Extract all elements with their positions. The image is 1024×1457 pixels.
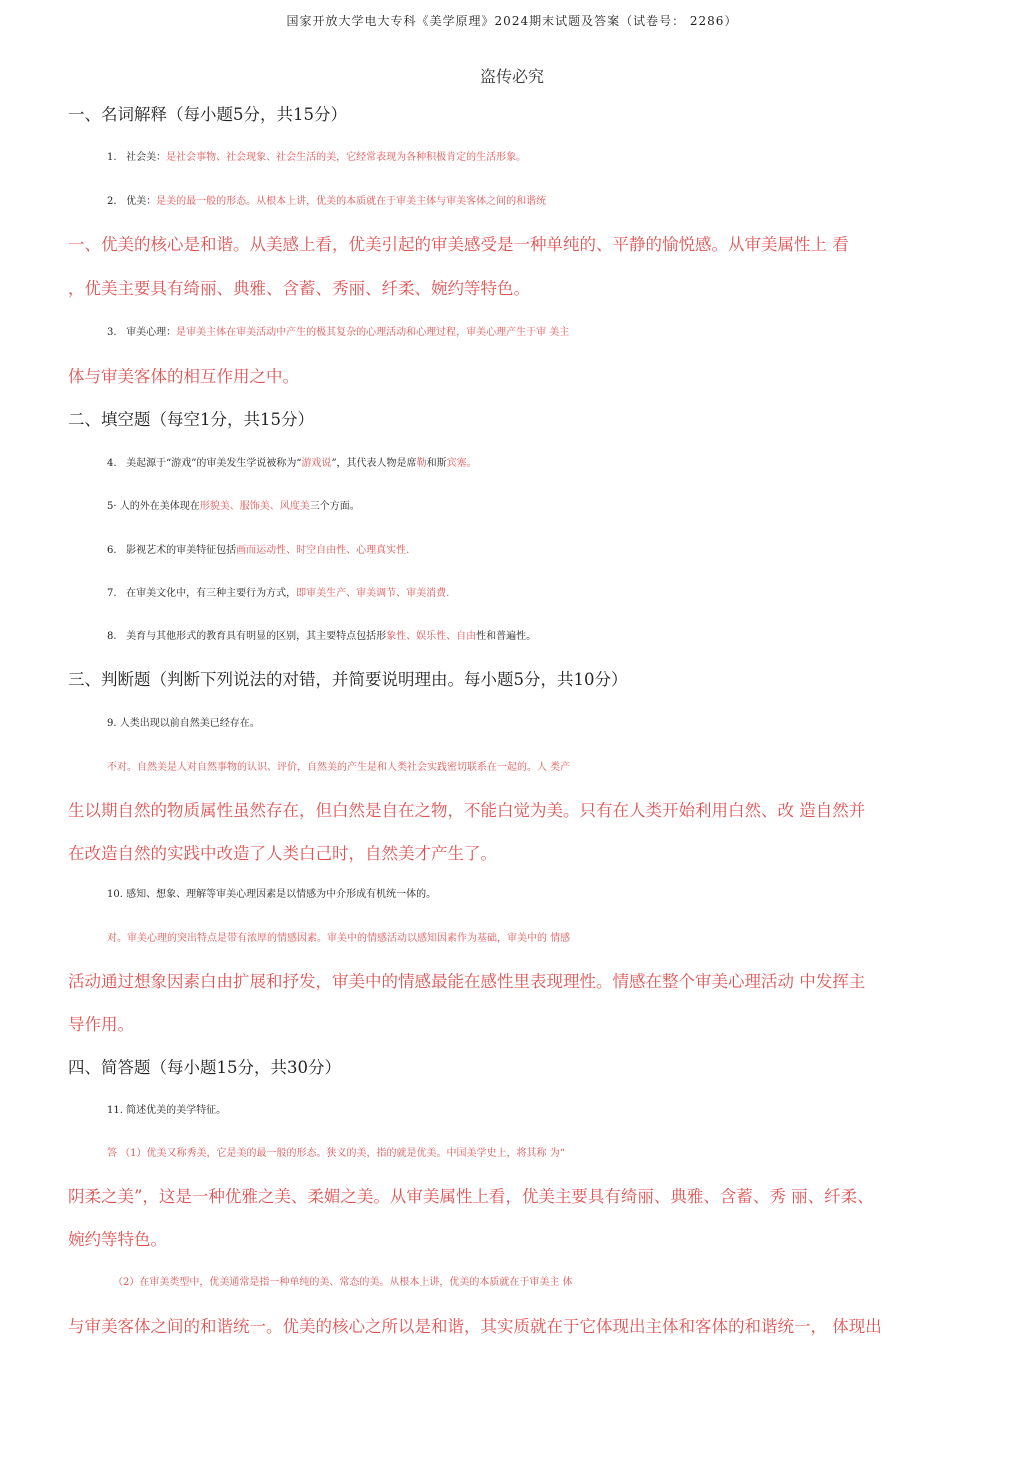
answer-text-line: 导作用。 <box>68 1015 134 1034</box>
answer-text-line: （2）在审美类型中，优美通常是指一种单纯的美、常态的美。从根本上讲，优美的本质就在于审美主 体 <box>113 1277 573 1288</box>
question-text: 美起源于“游戏”的审美发生学说被称为“ <box>126 458 302 469</box>
question-number: 8. <box>107 631 117 642</box>
section-3-heading: 三、判断题（判断下列说法的对错，并简要说明理由。每小题5分，共10分） <box>68 670 628 689</box>
answer-blank: 形貌美、服饰美、风度美 <box>199 501 310 512</box>
question-10: 10. 感知、想象、理解等审美心理因素是以情感为中介形成有机统一体的。 <box>107 889 437 900</box>
section-4-heading: 四、简答题（每小题15分，共30分） <box>68 1058 341 1077</box>
answer-blank: 画而运动性、时空自由性、心理真实性. <box>236 545 410 556</box>
question-8 <box>107 624 999 650</box>
answer-text-line: 在改造自然的实践中改造了人类白己时，自然美才产生了。 <box>68 844 497 863</box>
question-text: 三个方面。 <box>309 501 360 512</box>
answer-blank: 游戏说 <box>301 458 332 469</box>
section-1-heading: 一、名词解释（每小题5分，共15分） <box>68 105 347 124</box>
answer-text-line: 答 （1）优美又称秀美，它是美的最一般的形态。狭义的美，指的就是优美。中国美学史上，将其称 为“ <box>107 1148 565 1159</box>
document-subtitle: 盗传必究 <box>479 67 544 86</box>
answer-text-line: 一、优美的核心是和谐。从美感上看，优美引起的审美感受是一种单纯的、平静的愉悦感。从审美属性上 看 <box>68 235 849 254</box>
question-number: 5· <box>107 501 117 512</box>
answer-text: 是审美主体在审美活动中产生的极其复杂的心理活动和心理过程，审美心理产生于审 美主 <box>176 327 570 338</box>
answer-text-line: 活动通过想象因素白由扩展和抒发，审美中的情感最能在感性里表现理性。情感在整个审美心理活动 中发挥主 <box>68 972 866 991</box>
document-title: 国家开放大学电大专科《美学原理》2024期末试题及答案（试卷号： 2286） <box>286 14 738 28</box>
answer-text: 是美的最一般的形态。从根本上讲，优美的本质就在于审美主体与审美客体之间的和谐统 <box>156 196 547 207</box>
answer-text-line: 与审美客体之间的和谐统一。优美的核心之所以是和谐，其实质就在于它体现出主体和客体的和谐统一， 体现出 <box>68 1317 882 1336</box>
answer-text: 是社会事物、社会现象、社会生活的美，它经常表现为各种积极肯定的生活形象。 <box>166 152 527 163</box>
question-number: 3. <box>107 327 117 338</box>
question-text: 在审美文化中，有三种主要行为方式， <box>126 588 297 599</box>
question-term: 审美心理： <box>126 327 177 338</box>
question-number: 2. <box>107 196 117 207</box>
answer-blank: 象性、娱乐性、自由 <box>386 631 477 642</box>
answer-blank: 即审美生产、审美调节、审美消费. <box>296 588 450 599</box>
question-text: 影视艺术的审美特征包括 <box>126 545 237 556</box>
answer-text-line: 阴柔之美”，这是一种优雅之美、柔媚之美。从审美属性上看，优美主要具有绮丽、典雅、含蓄、秀 丽、纤柔、 <box>68 1187 874 1206</box>
question-1 <box>107 145 999 171</box>
answer-text-line: 生以期自然的物质属性虽然存在，但白然是自在之物，不能白觉为美。只有在人类开始利用白然、改 造自然并 <box>68 801 866 820</box>
question-2 <box>107 189 999 215</box>
answer-text-line: 对。审美心理的突出特点是带有浓厚的情感因素。审美中的情感活动以感知因素作为基础，审美中的 情感 <box>107 933 571 944</box>
question-6 <box>107 538 999 564</box>
answer-blank: 勒 <box>416 458 427 469</box>
question-text: 性和普遍性。 <box>476 631 537 642</box>
question-3 <box>107 320 999 346</box>
answer-text-line: 婉约等特色。 <box>68 1230 167 1249</box>
question-number: 7. <box>107 588 117 599</box>
answer-text-line: 体与审美客体的相互作用之中。 <box>68 367 299 386</box>
answer-text-line: 不对。自然美是人对自然事物的认识、评价，自然美的产生是和人类社会实践密切联系在一起的。人 类产 <box>107 762 571 773</box>
answer-text-line: ，优美主要具有绮丽、典雅、含蓄、秀丽、纤柔、婉约等特色。 <box>68 279 530 298</box>
question-number: 1. <box>107 152 117 163</box>
question-4 <box>107 451 999 477</box>
question-term: 社会美： <box>126 152 167 163</box>
answer-blank: 宾塞 <box>446 458 467 469</box>
question-7 <box>107 581 999 607</box>
question-text: 。 <box>466 458 477 469</box>
question-term: 优美： <box>126 196 157 207</box>
question-number: 6. <box>107 545 117 556</box>
question-text: ”，其代表人物是席 <box>331 458 417 469</box>
question-5 <box>107 494 999 520</box>
question-number: 4. <box>107 458 117 469</box>
section-2-heading: 二、填空题（每空1分，共15分） <box>68 410 314 429</box>
question-text: 人的外在美体现在 <box>119 501 200 512</box>
question-text: 和斯 <box>426 458 447 469</box>
question-11: 11. 简述优美的美学特征。 <box>107 1105 227 1116</box>
question-text: 美育与其他形式的教育具有明显的区别，其主要特点包括形 <box>126 631 387 642</box>
question-9: 9. 人类出现以前自然美已经存在。 <box>107 718 260 729</box>
